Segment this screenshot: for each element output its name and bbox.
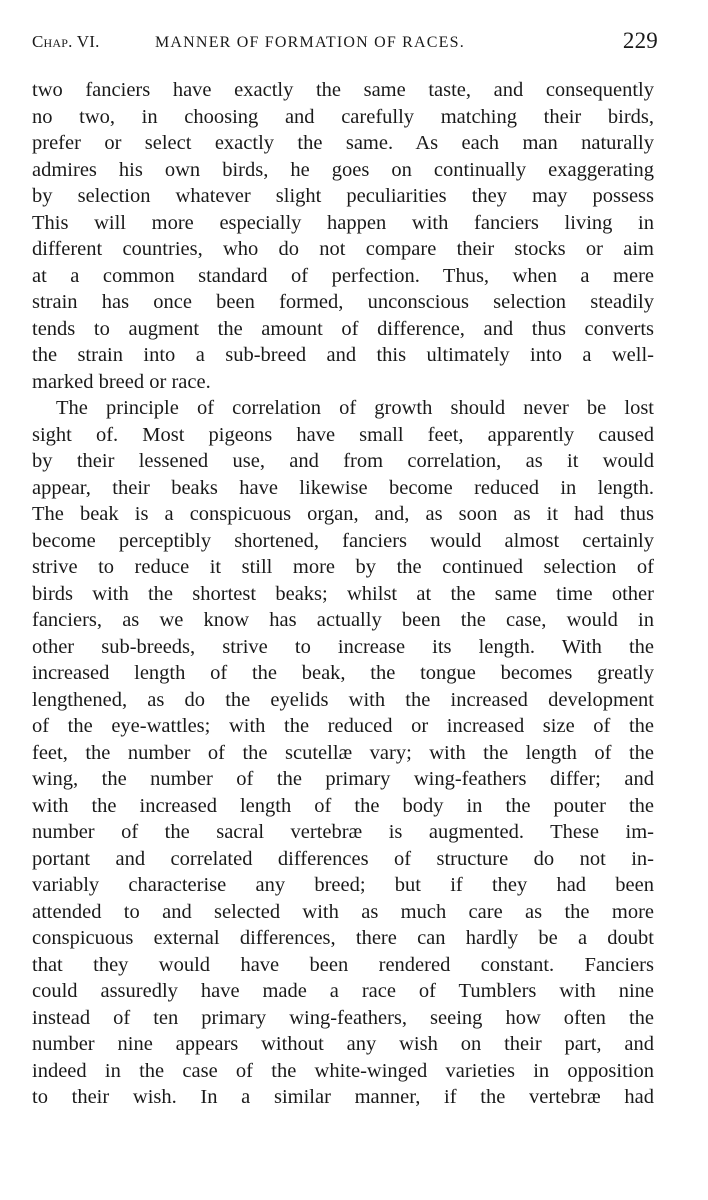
running-title: MANNER OF FORMATION OF RACES. (155, 34, 465, 51)
text-line: indeed in the case of the white-winged varieties in opposition (32, 1059, 654, 1082)
text-line: prefer or select exactly the same. As each man naturally (32, 132, 654, 154)
text-line: number of the sacral vertebræ is augmented. These im- (32, 821, 654, 843)
text-line: by selection whatever slight peculiarities they may possess (32, 185, 654, 207)
text-line: birds with the shortest beaks; whilst at the same time other (32, 582, 654, 605)
text-line: to their wish. In a similar manner, if the vertebræ had (32, 1086, 654, 1108)
text-line: marked breed or race. (32, 370, 211, 393)
text-line: the strain into a sub-breed and this ultimately into a well- (32, 344, 654, 366)
text-line: lengthened, as do the eyelids with the increased development (32, 688, 654, 711)
text-line: admires his own birds, he goes on continually exaggerating (32, 158, 654, 181)
running-head (32, 30, 658, 58)
text-line: at a common standard of perfection. Thus, when a mere (32, 264, 654, 287)
text-line: become perceptibly shortened, fanciers would almost certainly (32, 529, 654, 552)
text-line: sight of. Most pigeons have small feet, apparently caused (32, 423, 654, 446)
page-number: 229 (622, 28, 658, 53)
text-line: no two, in choosing and carefully matching their birds, (32, 105, 654, 128)
text-line: appear, their beaks have likewise become reduced in length. (32, 476, 654, 499)
body-text (32, 77, 654, 1111)
text-line: could assuredly have made a race of Tumblers with nine (32, 980, 654, 1002)
text-line: The beak is a conspicuous organ, and, as soon as it had thus (32, 503, 654, 525)
text-line: attended to and selected with as much care as the more (32, 900, 654, 923)
text-line: conspicuous external differences, there can hardly be a doubt (32, 927, 654, 949)
text-line: with the increased length of the body in the pouter the (32, 794, 654, 817)
text-line: different countries, who do not compare their stocks or aim (32, 238, 654, 260)
text-line: increased length of the beak, the tongue becomes greatly (32, 662, 654, 684)
text-line: of the eye-wattles; with the reduced or increased size of the (32, 715, 654, 737)
text-line: The principle of correlation of growth should never be lost (56, 397, 654, 419)
text-line: feet, the number of the scutellæ vary; with the length of the (32, 741, 654, 764)
chapter-label: Chap. VI. (32, 32, 100, 51)
text-line: that they would have been rendered constant. Fanciers (32, 953, 654, 976)
text-line: other sub-breeds, strive to increase its length. With the (32, 635, 654, 658)
text-line: fanciers, as we know has actually been the case, would in (32, 609, 654, 631)
text-line: instead of ten primary wing-feathers, seeing how often the (32, 1006, 654, 1029)
text-line: by their lessened use, and from correlation, as it would (32, 450, 654, 472)
text-line: number nine appears without any wish on their part, and (32, 1033, 654, 1055)
text-line: strive to reduce it still more by the continued selection of (32, 556, 654, 578)
text-line: wing, the number of the primary wing-feathers differ; and (32, 768, 654, 790)
text-line: tends to augment the amount of difference, and thus converts (32, 317, 654, 340)
text-line: variably characterise any breed; but if they had been (32, 874, 654, 896)
text-line: portant and correlated differences of structure do not in- (32, 847, 654, 870)
text-line: strain has once been formed, unconscious selection steadily (32, 291, 654, 313)
text-line: This will more especially happen with fanciers living in (32, 211, 654, 234)
text-line: two fanciers have exactly the same taste, and consequently (32, 79, 654, 101)
